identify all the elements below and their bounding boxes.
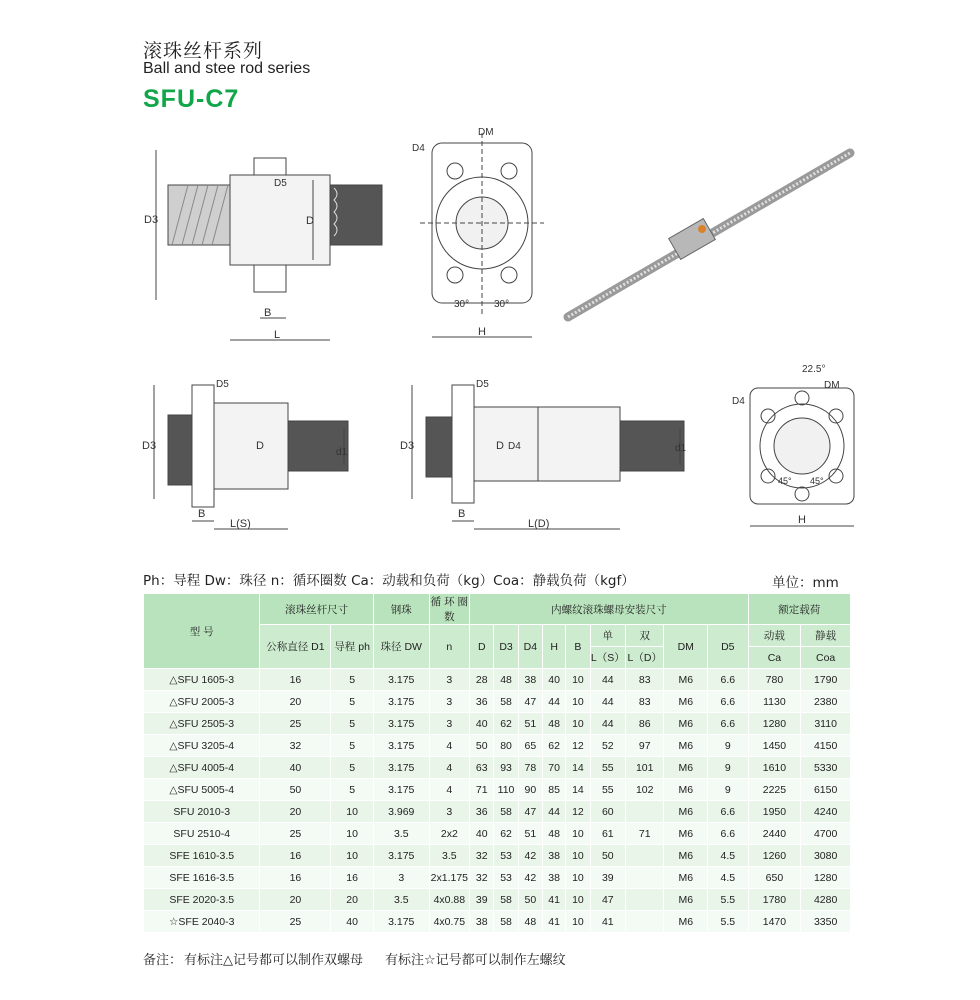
table-cell: 2440 xyxy=(748,823,801,845)
table-cell: 4280 xyxy=(801,889,851,911)
table-cell: 5.5 xyxy=(708,911,749,933)
table-cell: 4150 xyxy=(801,735,851,757)
table-cell: 5.5 xyxy=(708,889,749,911)
table-cell: 32 xyxy=(470,867,494,889)
table-cell: 60 xyxy=(590,801,625,823)
header-DM: DM xyxy=(664,625,708,669)
table-cell: 10 xyxy=(566,867,590,889)
table-cell: 3.5 xyxy=(429,845,470,867)
side-view-drawing xyxy=(144,140,348,350)
label-h: H xyxy=(478,326,486,338)
label-b-double: B xyxy=(458,508,466,520)
label-angle-45-right: 45° xyxy=(810,476,824,486)
table-cell: 1950 xyxy=(748,801,801,823)
table-cell: 6.6 xyxy=(708,713,749,735)
table-cell: 53 xyxy=(494,867,518,889)
table-cell: SFU 2510-4 xyxy=(144,823,260,845)
header-static: 静载 xyxy=(801,625,851,647)
table-cell: 40 xyxy=(470,713,494,735)
table-cell: 40 xyxy=(470,823,494,845)
table-cell: 36 xyxy=(470,801,494,823)
table-cell: 3.175 xyxy=(373,669,429,691)
header-nut-dimensions: 内螺纹滚珠螺母安装尺寸 xyxy=(470,594,749,625)
table-cell: 3 xyxy=(429,669,470,691)
table-cell: 10 xyxy=(566,889,590,911)
table-cell: SFU 2010-3 xyxy=(144,801,260,823)
table-cell: 10 xyxy=(566,911,590,933)
label-d3-double: D3 xyxy=(400,440,415,452)
table-row xyxy=(144,867,851,889)
table-cell: M6 xyxy=(664,669,708,691)
table-cell: 1780 xyxy=(748,889,801,911)
table-cell: M6 xyxy=(664,823,708,845)
table-cell: 48 xyxy=(542,823,565,845)
table-cell: 93 xyxy=(494,757,518,779)
header-D5: D5 xyxy=(708,625,749,669)
table-cell: 1280 xyxy=(801,867,851,889)
table-cell: 101 xyxy=(626,757,664,779)
table-cell xyxy=(626,889,664,911)
table-cell: 86 xyxy=(626,713,664,735)
table-cell: 52 xyxy=(590,735,625,757)
table-cell xyxy=(626,867,664,889)
table-cell: 4 xyxy=(429,735,470,757)
table-cell: 48 xyxy=(542,713,565,735)
table-cell: 50 xyxy=(470,735,494,757)
table-cell xyxy=(626,801,664,823)
table-cell: 47 xyxy=(518,801,542,823)
table-row xyxy=(144,757,851,779)
table-cell: △SFU 3205-4 xyxy=(144,735,260,757)
spec-table-body xyxy=(144,669,851,933)
table-cell: 10 xyxy=(566,713,590,735)
table-cell: 20 xyxy=(331,889,374,911)
table-cell: 12 xyxy=(566,801,590,823)
table-cell: 2225 xyxy=(748,779,801,801)
label-h-45: H xyxy=(798,514,806,526)
table-cell: 3.969 xyxy=(373,801,429,823)
table-cell: 3.175 xyxy=(373,911,429,933)
table-cell: 9 xyxy=(708,757,749,779)
table-cell: 6.6 xyxy=(708,691,749,713)
table-cell: 38 xyxy=(470,911,494,933)
label-b-single: B xyxy=(198,508,206,520)
label-d5-double: D5 xyxy=(476,379,489,390)
table-cell: 38 xyxy=(542,867,565,889)
label-d4: D4 xyxy=(412,143,425,154)
table-cell: 25 xyxy=(260,713,331,735)
table-cell: 62 xyxy=(494,823,518,845)
header-d1: 公称直径 D1 xyxy=(260,625,331,669)
table-cell: 5 xyxy=(331,735,374,757)
table-cell: 16 xyxy=(260,867,331,889)
table-cell: 85 xyxy=(542,779,565,801)
table-cell: 6150 xyxy=(801,779,851,801)
table-cell: △SFU 1605-3 xyxy=(144,669,260,691)
table-cell: 25 xyxy=(260,823,331,845)
table-cell: 5 xyxy=(331,713,374,735)
table-cell: 44 xyxy=(590,669,625,691)
table-cell: 78 xyxy=(518,757,542,779)
table-cell: 38 xyxy=(542,845,565,867)
table-cell xyxy=(626,911,664,933)
header-LS: L（S） xyxy=(590,647,625,669)
table-cell: 1790 xyxy=(801,669,851,691)
label-b: B xyxy=(264,307,272,319)
table-cell: 3 xyxy=(429,801,470,823)
label-d: D xyxy=(306,215,314,227)
table-cell: 4.5 xyxy=(708,845,749,867)
table-cell: 50 xyxy=(590,845,625,867)
single-nut-drawing xyxy=(140,375,360,535)
table-cell: M6 xyxy=(664,801,708,823)
label-angle-225: 22.5° xyxy=(802,364,826,375)
label-d3: D3 xyxy=(144,214,159,226)
header-D: D xyxy=(470,625,494,669)
footnote xyxy=(143,949,588,968)
table-cell: 44 xyxy=(590,713,625,735)
table-cell: 9 xyxy=(708,735,749,757)
table-row xyxy=(144,823,851,845)
table-cell: 780 xyxy=(748,669,801,691)
table-cell: 32 xyxy=(260,735,331,757)
table-cell: 51 xyxy=(518,823,542,845)
table-cell: SFE 1610-3.5 xyxy=(144,845,260,867)
header-rated-load: 额定载荷 xyxy=(748,594,850,625)
label-d5: D5 xyxy=(274,178,287,189)
table-cell: 28 xyxy=(470,669,494,691)
table-cell: 71 xyxy=(470,779,494,801)
table-cell: M6 xyxy=(664,867,708,889)
table-cell: 4x0.75 xyxy=(429,911,470,933)
table-cell: SFE 1616-3.5 xyxy=(144,867,260,889)
label-d5-single: D5 xyxy=(216,379,229,390)
table-cell: 20 xyxy=(260,691,331,713)
table-cell: 55 xyxy=(590,779,625,801)
table-cell: 3.175 xyxy=(373,845,429,867)
table-cell: 10 xyxy=(566,669,590,691)
footnote-double-nut: 有标注△记号都可以制作双螺母 xyxy=(184,953,364,968)
table-cell: 3 xyxy=(429,713,470,735)
table-cell: 10 xyxy=(331,823,374,845)
table-cell: 5330 xyxy=(801,757,851,779)
table-cell: 58 xyxy=(494,691,518,713)
table-cell: 20 xyxy=(260,801,331,823)
table-cell: 58 xyxy=(494,889,518,911)
table-cell: 38 xyxy=(518,669,542,691)
ball-screw-photo xyxy=(560,145,860,325)
table-cell: M6 xyxy=(664,911,708,933)
table-cell: 2380 xyxy=(801,691,851,713)
table-cell: 42 xyxy=(518,845,542,867)
table-cell: 65 xyxy=(518,735,542,757)
table-cell: 10 xyxy=(566,691,590,713)
table-cell: 3.5 xyxy=(373,823,429,845)
table-row xyxy=(144,713,851,735)
table-row xyxy=(144,845,851,867)
table-cell: 63 xyxy=(470,757,494,779)
table-row xyxy=(144,669,851,691)
header-B: B xyxy=(566,625,590,669)
table-cell: M6 xyxy=(664,713,708,735)
table-cell: 3.175 xyxy=(373,779,429,801)
table-cell: 80 xyxy=(494,735,518,757)
table-row xyxy=(144,801,851,823)
table-cell: M6 xyxy=(664,889,708,911)
table-cell: 3110 xyxy=(801,713,851,735)
unit-text: 单位：mm xyxy=(772,575,839,591)
label-ld: L(D) xyxy=(528,518,550,530)
table-cell: 6.6 xyxy=(708,669,749,691)
table-cell: 16 xyxy=(260,845,331,867)
table-cell: 3.5 xyxy=(373,889,429,911)
model-code: SFU-C7 xyxy=(143,85,240,113)
table-row xyxy=(144,889,851,911)
table-cell: 4x0.88 xyxy=(429,889,470,911)
table-cell: 47 xyxy=(518,691,542,713)
header-H: H xyxy=(542,625,565,669)
table-cell: SFE 2020-3.5 xyxy=(144,889,260,911)
label-d-single: D xyxy=(256,440,264,452)
table-cell: 70 xyxy=(542,757,565,779)
label-angle-30-right: 30° xyxy=(494,299,510,310)
table-cell: △SFU 4005-4 xyxy=(144,757,260,779)
table-cell: 48 xyxy=(494,669,518,691)
table-cell: 3.175 xyxy=(373,757,429,779)
table-cell: 4240 xyxy=(801,801,851,823)
table-cell: 5 xyxy=(331,757,374,779)
table-cell: 10 xyxy=(331,801,374,823)
table-cell: M6 xyxy=(664,779,708,801)
table-cell: 40 xyxy=(542,669,565,691)
table-cell: 62 xyxy=(494,713,518,735)
table-cell: 58 xyxy=(494,801,518,823)
table-cell: 42 xyxy=(518,867,542,889)
header-double: 双 xyxy=(626,625,664,647)
table-cell: 1470 xyxy=(748,911,801,933)
table-row xyxy=(144,911,851,933)
table-cell: 53 xyxy=(494,845,518,867)
table-cell: 83 xyxy=(626,669,664,691)
header-D3: D3 xyxy=(494,625,518,669)
header-Ca: Ca xyxy=(748,647,801,669)
label-d3-single: D3 xyxy=(142,440,157,452)
table-cell: M6 xyxy=(664,845,708,867)
table-cell: △SFU 5005-4 xyxy=(144,779,260,801)
table-cell: 650 xyxy=(748,867,801,889)
table-cell: 110 xyxy=(494,779,518,801)
table-cell: M6 xyxy=(664,735,708,757)
table-cell: 55 xyxy=(590,757,625,779)
table-cell: 62 xyxy=(542,735,565,757)
label-l: L xyxy=(274,329,281,341)
table-cell: 48 xyxy=(518,911,542,933)
header-Coa: Coa xyxy=(801,647,851,669)
table-cell: 44 xyxy=(590,691,625,713)
table-cell: 10 xyxy=(331,845,374,867)
table-cell: △SFU 2505-3 xyxy=(144,713,260,735)
header-model: 型 号 xyxy=(144,594,260,669)
table-cell: 4 xyxy=(429,779,470,801)
table-cell: 41 xyxy=(590,911,625,933)
table-cell: 40 xyxy=(260,757,331,779)
footnote-label: 备注： xyxy=(143,953,183,968)
header-D4: D4 xyxy=(518,625,542,669)
table-cell: 5 xyxy=(331,691,374,713)
table-cell: 16 xyxy=(331,867,374,889)
table-row xyxy=(144,691,851,713)
table-cell: ☆SFE 2040-3 xyxy=(144,911,260,933)
label-d4-45: D4 xyxy=(732,396,745,407)
table-cell: 3 xyxy=(429,691,470,713)
table-cell: 39 xyxy=(590,867,625,889)
table-cell: 61 xyxy=(590,823,625,845)
table-cell: 6.6 xyxy=(708,823,749,845)
table-cell: 3 xyxy=(373,867,429,889)
front-view-45-drawing xyxy=(730,360,865,538)
header-ball: 钢珠 xyxy=(373,594,429,625)
table-cell: 1280 xyxy=(748,713,801,735)
table-cell: 6.6 xyxy=(708,801,749,823)
table-cell: 1450 xyxy=(748,735,801,757)
front-view-drawing xyxy=(410,125,550,350)
table-cell: 12 xyxy=(566,735,590,757)
table-cell: 14 xyxy=(566,779,590,801)
header-dynamic: 动载 xyxy=(748,625,801,647)
table-cell: 4700 xyxy=(801,823,851,845)
table-cell: 3.175 xyxy=(373,735,429,757)
header-single: 单 xyxy=(590,625,625,647)
table-cell: 3350 xyxy=(801,911,851,933)
label-d4-double: D4 xyxy=(508,441,521,452)
title-english: Ball and stee rod series xyxy=(143,60,311,77)
table-cell: 90 xyxy=(518,779,542,801)
table-cell: 102 xyxy=(626,779,664,801)
table-cell: 50 xyxy=(260,779,331,801)
table-cell: 44 xyxy=(542,801,565,823)
table-cell: 25 xyxy=(260,911,331,933)
header-LD: L（D） xyxy=(626,647,664,669)
table-cell: 10 xyxy=(566,823,590,845)
table-cell: 71 xyxy=(626,823,664,845)
label-dm-45: DM xyxy=(824,380,840,391)
table-cell: 20 xyxy=(260,889,331,911)
table-cell: M6 xyxy=(664,691,708,713)
label-d1-double: d1 xyxy=(675,443,687,454)
table-cell: 58 xyxy=(494,911,518,933)
double-nut-drawing xyxy=(400,375,700,535)
footnote-left-thread: 有标注☆记号都可以制作左螺纹 xyxy=(385,953,566,968)
legend-text: Ph：导程 Dw：珠径 n：循环圈数 Ca：动载和负荷（kg）Coa：静载负荷（kgf） xyxy=(143,573,635,589)
table-cell: 2x2 xyxy=(429,823,470,845)
table-cell: 3080 xyxy=(801,845,851,867)
label-ls: L(S) xyxy=(230,518,251,530)
label-dm: DM xyxy=(478,127,494,138)
table-cell: 1260 xyxy=(748,845,801,867)
table-cell: 1610 xyxy=(748,757,801,779)
table-cell: 3.175 xyxy=(373,713,429,735)
table-cell: 32 xyxy=(470,845,494,867)
table-cell: 14 xyxy=(566,757,590,779)
table-cell: 3.175 xyxy=(373,691,429,713)
header-loops: 循 环 圈 数 xyxy=(429,594,470,625)
table-cell: 50 xyxy=(518,889,542,911)
table-row xyxy=(144,779,851,801)
table-cell: 4 xyxy=(429,757,470,779)
table-cell: 36 xyxy=(470,691,494,713)
table-cell: 4.5 xyxy=(708,867,749,889)
header-dw: 珠径 DW xyxy=(373,625,429,669)
table-cell: 40 xyxy=(331,911,374,933)
table-cell: M6 xyxy=(664,757,708,779)
table-cell: 51 xyxy=(518,713,542,735)
table-cell: 10 xyxy=(566,845,590,867)
label-angle-30-left: 30° xyxy=(454,299,470,310)
label-angle-45-left: 45° xyxy=(778,476,792,486)
table-cell: 2x1.175 xyxy=(429,867,470,889)
label-d1-single: d1 xyxy=(336,447,348,458)
title-chinese: 滚珠丝杆系列 xyxy=(143,40,264,62)
table-cell xyxy=(626,845,664,867)
table-cell: 41 xyxy=(542,911,565,933)
table-cell: 39 xyxy=(470,889,494,911)
table-cell: 16 xyxy=(260,669,331,691)
table-cell: 83 xyxy=(626,691,664,713)
table-cell: 1130 xyxy=(748,691,801,713)
table-row xyxy=(144,735,851,757)
table-cell: △SFU 2005-3 xyxy=(144,691,260,713)
spec-table xyxy=(143,593,851,933)
table-cell: 47 xyxy=(590,889,625,911)
table-cell: 97 xyxy=(626,735,664,757)
header-ph: 导程 ph xyxy=(331,625,374,669)
label-d-double: D xyxy=(496,440,504,452)
table-cell: 41 xyxy=(542,889,565,911)
header-n: n xyxy=(429,625,470,669)
table-cell: 44 xyxy=(542,691,565,713)
table-cell: 9 xyxy=(708,779,749,801)
table-cell: 5 xyxy=(331,669,374,691)
header-screw-size: 滚珠丝杆尺寸 xyxy=(260,594,373,625)
table-cell: 5 xyxy=(331,779,374,801)
